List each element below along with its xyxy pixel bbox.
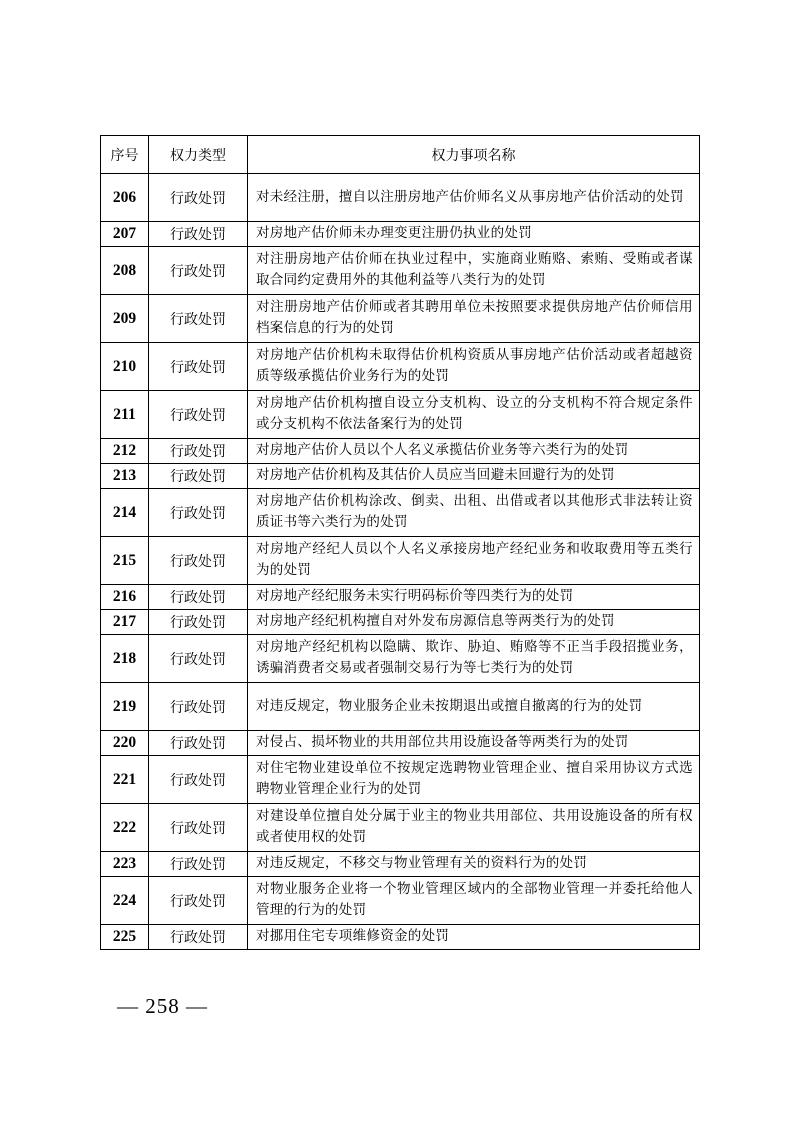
row-item-name: 对违反规定，不移交与物业管理有关的资料行为的处罚 <box>248 852 700 877</box>
table-row <box>101 464 700 489</box>
row-item-name: 对注册房地产估价师在执业过程中，实施商业贿赂、索贿、受贿或者谋取合同约定费用外的其他利益等八类行为的处罚 <box>248 247 700 295</box>
row-item-name: 对房地产估价机构涂改、倒卖、出租、出借或者以其他形式非法转让资质证书等六类行为的处罚 <box>248 489 700 537</box>
table-row <box>101 295 700 343</box>
row-power-type: 行政处罚 <box>149 635 248 683</box>
power-list-table-container <box>100 135 699 950</box>
row-number: 218 <box>101 635 149 683</box>
row-item-name: 对注册房地产估价师或者其聘用单位未按照要求提供房地产估价师信用档案信息的行为的处罚 <box>248 295 700 343</box>
row-number: 220 <box>101 731 149 756</box>
row-power-type: 行政处罚 <box>149 295 248 343</box>
table-row <box>101 852 700 877</box>
row-number: 207 <box>101 222 149 247</box>
row-item-name: 对未经注册，擅自以注册房地产估价师名义从事房地产估价活动的处罚 <box>248 174 700 222</box>
row-number: 224 <box>101 877 149 925</box>
row-number: 223 <box>101 852 149 877</box>
row-power-type: 行政处罚 <box>149 489 248 537</box>
row-number: 225 <box>101 925 149 950</box>
table-row <box>101 585 700 610</box>
table-row <box>101 391 700 439</box>
row-power-type: 行政处罚 <box>149 683 248 731</box>
row-item-name: 对房地产经纪服务未实行明码标价等四类行为的处罚 <box>248 585 700 610</box>
table-row <box>101 635 700 683</box>
header-serial-number: 序号 <box>101 136 149 174</box>
table-row <box>101 343 700 391</box>
table-row <box>101 537 700 585</box>
row-number: 213 <box>101 464 149 489</box>
table-row <box>101 174 700 222</box>
table-row <box>101 683 700 731</box>
row-item-name: 对房地产经纪机构擅自对外发布房源信息等两类行为的处罚 <box>248 610 700 635</box>
table-row <box>101 925 700 950</box>
row-number: 210 <box>101 343 149 391</box>
header-power-type: 权力类型 <box>149 136 248 174</box>
row-power-type: 行政处罚 <box>149 804 248 852</box>
table-row <box>101 222 700 247</box>
row-power-type: 行政处罚 <box>149 439 248 464</box>
row-power-type: 行政处罚 <box>149 537 248 585</box>
table-row <box>101 756 700 804</box>
row-number: 214 <box>101 489 149 537</box>
row-item-name: 对住宅物业建设单位不按规定选聘物业管理企业、擅自采用协议方式选聘物业管理企业行为的处罚 <box>248 756 700 804</box>
row-item-name: 对房地产估价机构及其估价人员应当回避未回避行为的处罚 <box>248 464 700 489</box>
row-item-name: 对挪用住宅专项维修资金的处罚 <box>248 925 700 950</box>
row-item-name: 对房地产估价机构未取得估价机构资质从事房地产估价活动或者超越资质等级承揽估价业务行为的处罚 <box>248 343 700 391</box>
row-number: 217 <box>101 610 149 635</box>
row-item-name: 对房地产估价机构擅自设立分支机构、设立的分支机构不符合规定条件或分支机构不依法备案行为的处罚 <box>248 391 700 439</box>
table-row <box>101 247 700 295</box>
row-item-name: 对房地产估价师未办理变更注册仍执业的处罚 <box>248 222 700 247</box>
row-power-type: 行政处罚 <box>149 464 248 489</box>
row-number: 216 <box>101 585 149 610</box>
table-row <box>101 731 700 756</box>
power-list-table <box>100 135 700 950</box>
row-item-name: 对房地产估价人员以个人名义承揽估价业务等六类行为的处罚 <box>248 439 700 464</box>
row-number: 221 <box>101 756 149 804</box>
row-number: 215 <box>101 537 149 585</box>
row-number: 211 <box>101 391 149 439</box>
row-item-name: 对物业服务企业将一个物业管理区域内的全部物业管理一并委托给他人管理的行为的处罚 <box>248 877 700 925</box>
row-power-type: 行政处罚 <box>149 391 248 439</box>
row-power-type: 行政处罚 <box>149 925 248 950</box>
row-item-name: 对侵占、损坏物业的共用部位共用设施设备等两类行为的处罚 <box>248 731 700 756</box>
row-power-type: 行政处罚 <box>149 877 248 925</box>
table-row <box>101 489 700 537</box>
page-number: — 258 — <box>117 994 208 1018</box>
table-row <box>101 877 700 925</box>
table-row <box>101 804 700 852</box>
row-number: 209 <box>101 295 149 343</box>
row-power-type: 行政处罚 <box>149 756 248 804</box>
row-power-type: 行政处罚 <box>149 852 248 877</box>
table-row <box>101 610 700 635</box>
row-item-name: 对房地产经纪人员以个人名义承接房地产经纪业务和收取费用等五类行为的处罚 <box>248 537 700 585</box>
row-power-type: 行政处罚 <box>149 247 248 295</box>
row-number: 208 <box>101 247 149 295</box>
row-power-type: 行政处罚 <box>149 174 248 222</box>
row-number: 219 <box>101 683 149 731</box>
row-item-name: 对建设单位擅自处分属于业主的物业共用部位、共用设施设备的所有权或者使用权的处罚 <box>248 804 700 852</box>
row-item-name: 对违反规定，物业服务企业未按期退出或擅自撤离的行为的处罚 <box>248 683 700 731</box>
row-number: 206 <box>101 174 149 222</box>
row-power-type: 行政处罚 <box>149 222 248 247</box>
row-power-type: 行政处罚 <box>149 731 248 756</box>
header-power-item-name: 权力事项名称 <box>248 136 700 174</box>
row-item-name: 对房地产经纪机构以隐瞒、欺诈、胁迫、贿赂等不正当手段招揽业务，诱骗消费者交易或者强制交易行为等七类行为的处罚 <box>248 635 700 683</box>
row-power-type: 行政处罚 <box>149 585 248 610</box>
row-number: 222 <box>101 804 149 852</box>
table-row <box>101 439 700 464</box>
row-power-type: 行政处罚 <box>149 610 248 635</box>
row-number: 212 <box>101 439 149 464</box>
row-power-type: 行政处罚 <box>149 343 248 391</box>
table-header-row <box>101 136 700 174</box>
